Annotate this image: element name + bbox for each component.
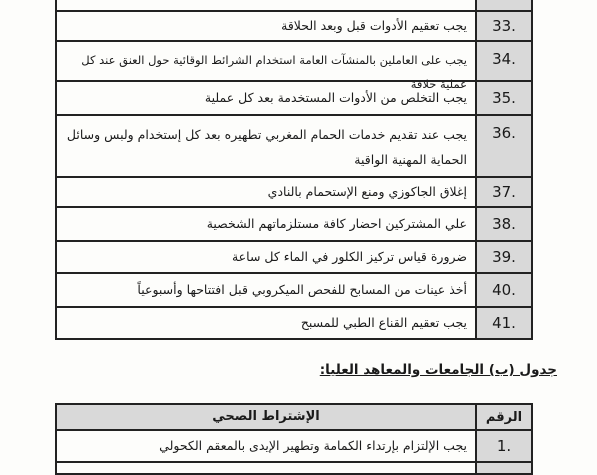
number-cell (477, 10, 533, 42)
number-cell (477, 240, 533, 274)
requirement-text: يجب على العاملين بالمنشآت العامة استخدام الشرائط الوقائية حول العنق عند كل عملية حلاقة (81, 53, 467, 91)
table-row (55, 306, 533, 340)
requirement-text: ضرورة قياس تركيز الكلور في الماء كل ساعة (231, 249, 467, 264)
table-row (55, 114, 533, 178)
number-cell (477, 429, 533, 463)
requirement-text: يجب الإلتزام بإرتداء الكمامة وتطهير الإيدى بالمعقم الكحولي (159, 438, 467, 453)
number-cell (477, 206, 533, 242)
requirement-cell (55, 10, 477, 42)
number-cell (477, 306, 533, 340)
table-header-row (55, 403, 533, 431)
number-cell (477, 176, 533, 208)
row-number: 39. (492, 248, 516, 266)
requirement-text: إغلاق الجاكوزي ومنع الإستحمام بالنادي (267, 184, 467, 199)
requirement-cell (55, 206, 477, 242)
number-cell (477, 461, 533, 475)
requirement-text: يجب تعقيم القناع الطبي للمسبح (300, 315, 467, 330)
row-number: 41. (492, 314, 516, 332)
requirement-cell (55, 80, 477, 116)
table-row (55, 176, 533, 208)
table-row-partial (55, 461, 533, 475)
table-row (55, 240, 533, 274)
requirement-cell (55, 306, 477, 340)
row-number: 40. (492, 281, 516, 299)
requirement-cell (55, 429, 477, 463)
row-number: 37. (492, 183, 516, 201)
table-row (55, 272, 533, 308)
table-row (55, 10, 533, 42)
row-number: 33. (492, 17, 516, 35)
table-row (55, 80, 533, 116)
row-number: 1. (496, 437, 512, 455)
header-number-label: الرقم (485, 409, 523, 425)
requirement-cell (55, 40, 477, 91)
row-number: 34. (492, 50, 516, 68)
table-row (55, 40, 533, 91)
number-cell (477, 272, 533, 308)
table-row (55, 429, 533, 463)
requirement-cell (55, 240, 477, 274)
row-number: 38. (492, 215, 516, 233)
table-row (55, 206, 533, 242)
requirement-text: أخذ عينات من المسابح للفحص الميكروبي قبل افتتاحها وأسبوعياً (137, 282, 467, 297)
header-number-cell (477, 403, 533, 431)
section-heading: جدول (ب) الجامعات والمعاهد العليا: (319, 362, 557, 378)
requirement-text: يجب عند تقديم خدمات الحمام المغربي تطهيره بعد كل إستخدام ولبس وسائل الحماية المهنية الواقية (66, 127, 467, 167)
header-requirement-label: الإشتراط الصحي (212, 409, 320, 424)
row-number: 36. (492, 124, 516, 142)
requirement-text: علي المشتركين احضار كافة مستلزماتهم الشخصية (206, 216, 467, 231)
number-cell (477, 40, 533, 82)
header-requirement-cell (55, 403, 477, 431)
requirement-cell (55, 461, 477, 475)
requirement-text: يجب التخلص من الأدوات المستخدمة بعد كل عملية (204, 90, 467, 105)
requirement-cell (55, 114, 477, 178)
requirement-cell (55, 176, 477, 208)
number-cell (477, 80, 533, 116)
number-cell (477, 114, 533, 178)
requirement-text: يجب تعقيم الأدوات قبل وبعد الحلاقة (281, 18, 467, 33)
row-number: 35. (492, 89, 516, 107)
requirement-cell (55, 272, 477, 308)
